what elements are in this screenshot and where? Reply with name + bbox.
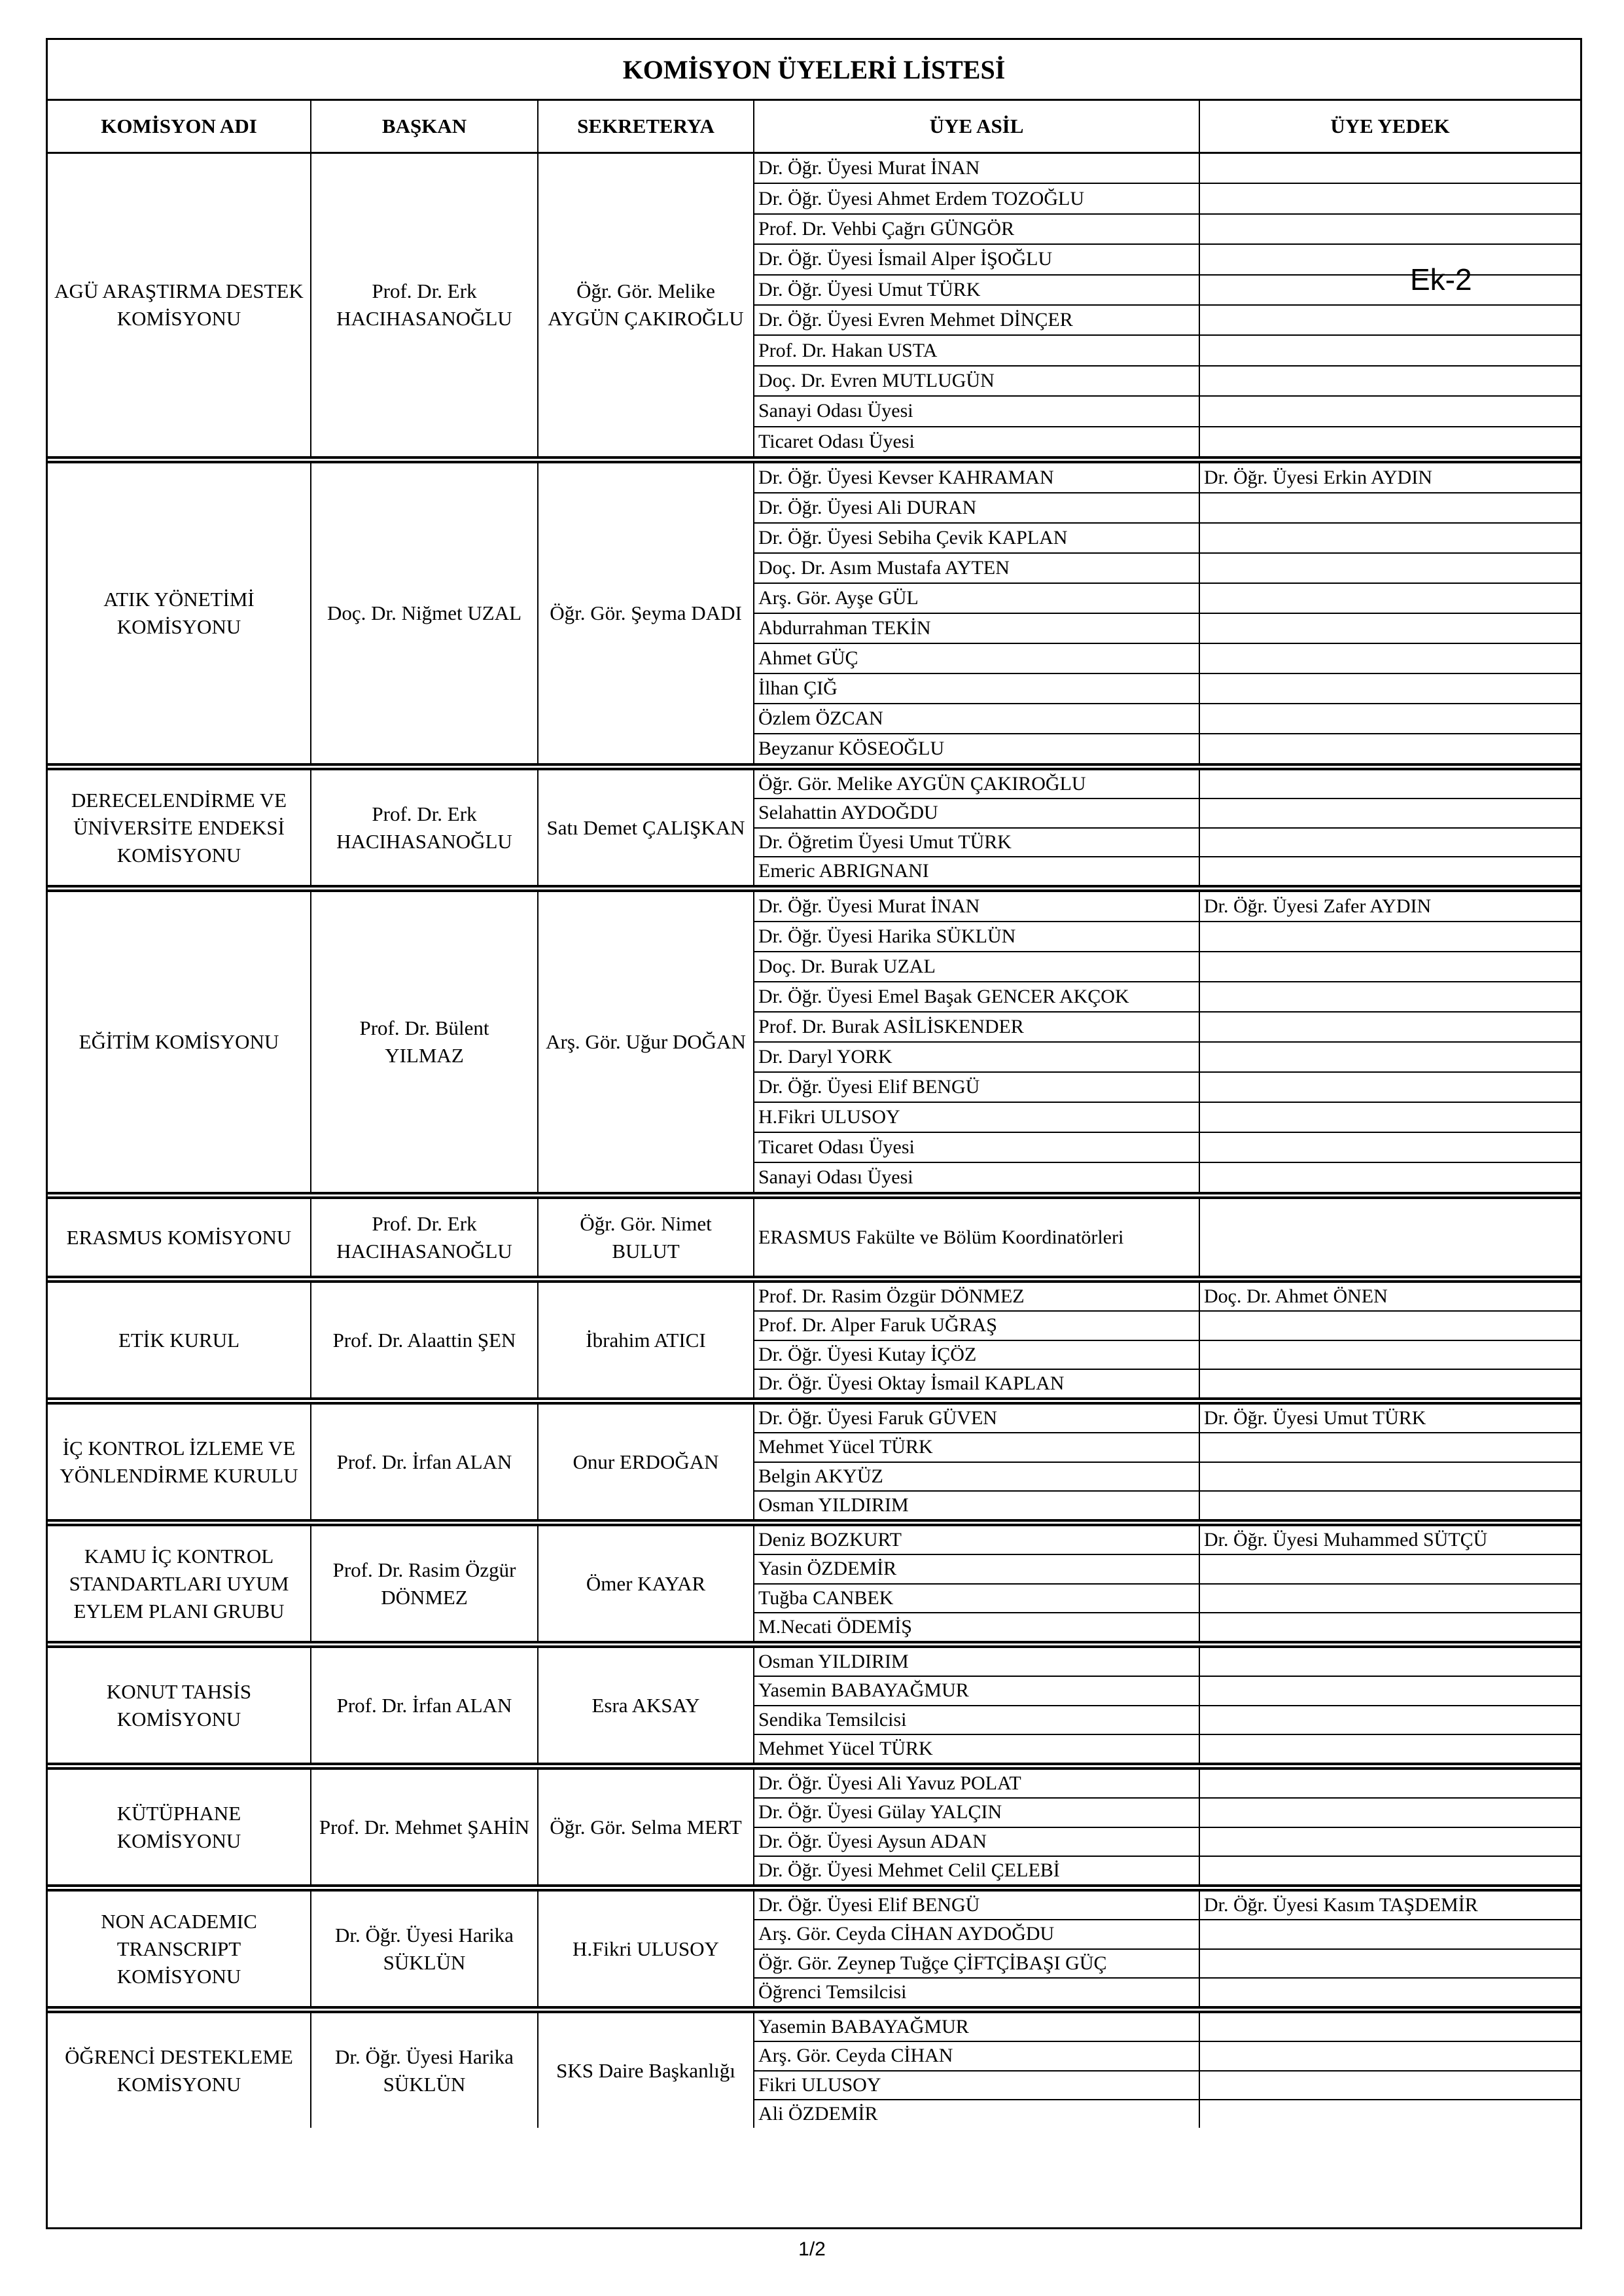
committee-secretary: SKS Daire Başkanlığı [538, 2013, 754, 2128]
principal-member: Abdurrahman TEKİN [754, 614, 1200, 643]
alternate-member [1200, 614, 1580, 643]
table-row [754, 2100, 1580, 2128]
table-row [754, 463, 1580, 493]
committee-chair: Prof. Dr. Alaattin ŞEN [311, 1283, 538, 1397]
principal-member: Dr. Daryl YORK [754, 1043, 1200, 1071]
committee-name: KÜTÜPHANE KOMİSYONU [48, 1770, 311, 1884]
committee-name: EĞİTİM KOMİSYONU [48, 892, 311, 1192]
table-row [754, 674, 1580, 704]
principal-member: Prof. Dr. Rasim Özgür DÖNMEZ [754, 1283, 1200, 1310]
principal-member: Öğr. Gör. Melike AYGÜN ÇAKIROĞLU [754, 770, 1200, 798]
alternate-member [1200, 1706, 1580, 1734]
committee-group [48, 885, 1580, 1192]
principal-member: Ticaret Odası Üyesi [754, 427, 1200, 456]
committee-secretary: H.Fikri ULUSOY [538, 1892, 754, 2006]
committee-chair: Dr. Öğr. Üyesi Harika SÜKLÜN [311, 1892, 538, 2006]
committee-secretary: İbrahim ATICI [538, 1283, 754, 1397]
annotation-ek2: Ek-2 [1410, 262, 1472, 296]
header-committee-name: KOMİSYON ADI [48, 101, 311, 152]
table-row [754, 306, 1580, 336]
committee-group [48, 1884, 1580, 2006]
principal-member: Prof. Dr. Vehbi Çağrı GÜNGÖR [754, 215, 1200, 243]
alternate-member [1200, 306, 1580, 334]
alternate-member [1200, 1463, 1580, 1490]
page-number: 1/2 [798, 2238, 826, 2260]
principal-member: Dr. Öğr. Üyesi Murat İNAN [754, 892, 1200, 921]
committee-chair: Prof. Dr. Rasim Özgür DÖNMEZ [311, 1526, 538, 1641]
alternate-member [1200, 1370, 1580, 1397]
alternate-member [1200, 1073, 1580, 1102]
table-row [754, 1920, 1580, 1949]
committee-name: ERASMUS KOMİSYONU [48, 1199, 311, 1276]
table-row [754, 1433, 1580, 1462]
principal-member: Sanayi Odası Üyesi [754, 1163, 1200, 1192]
table-row [754, 1555, 1580, 1584]
committee-group [48, 763, 1580, 885]
table-row [754, 215, 1580, 245]
alternate-member [1200, 1979, 1580, 2006]
committee-chair: Prof. Dr. Erk HACIHASANOĞLU [311, 770, 538, 885]
alternate-member [1200, 554, 1580, 583]
table-row [754, 554, 1580, 584]
committee-secretary: Onur ERDOĞAN [538, 1405, 754, 1519]
committee-secretary: Öğr. Gör. Melike AYGÜN ÇAKIROĞLU [538, 154, 754, 456]
committee-name: KAMU İÇ KONTROL STANDARTLARI UYUM EYLEM PLANI GRUBU [48, 1526, 311, 1641]
table-row [754, 982, 1580, 1013]
committee-secretary: Öğr. Gör. Nimet BULUT [538, 1199, 754, 1276]
committee-group [48, 456, 1580, 763]
principal-member: Yasemin BABAYAĞMUR [754, 1677, 1200, 1704]
table-row [754, 1013, 1580, 1043]
alternate-member [1200, 1043, 1580, 1071]
table-row [754, 2013, 1580, 2042]
table-row [754, 493, 1580, 524]
principal-member: Osman YILDIRIM [754, 1492, 1200, 1519]
header-alternate-members: ÜYE YEDEK [1330, 115, 1450, 137]
principal-member: Öğrenci Temsilcisi [754, 1979, 1200, 2006]
table-row [754, 1613, 1580, 1641]
principal-member: Sendika Temsilcisi [754, 1706, 1200, 1734]
alternate-member: Doç. Dr. Ahmet ÖNEN [1204, 1285, 1388, 1308]
alternate-member [1200, 1735, 1580, 1763]
committee-group [48, 2006, 1580, 2128]
alternate-member [1200, 276, 1580, 304]
committee-chair: Dr. Öğr. Üyesi Harika SÜKLÜN [311, 2013, 538, 2128]
table-row [754, 1405, 1580, 1433]
committee-group [48, 154, 1580, 456]
principal-member: Dr. Öğr. Üyesi Elif BENGÜ [754, 1892, 1200, 1919]
principal-member: Arş. Gör. Ayşe GÜL [754, 584, 1200, 613]
table-header [48, 101, 1580, 154]
table-row [754, 336, 1580, 366]
principal-member: Dr. Öğr. Üyesi Harika SÜKLÜN [754, 922, 1200, 951]
alternate-member [1200, 215, 1580, 243]
alternate-member [1200, 1433, 1580, 1461]
principal-member: ERASMUS Fakülte ve Bölüm Koordinatörleri [754, 1199, 1200, 1276]
header-chair: BAŞKAN [311, 101, 538, 152]
table-row [754, 1799, 1580, 1827]
principal-member: Dr. Öğr. Üyesi Oktay İsmail KAPLAN [754, 1370, 1200, 1397]
alternate-member [1200, 1857, 1580, 1884]
principal-member: Dr. Öğr. Üyesi Aysun ADAN [754, 1828, 1200, 1856]
alternate-member [1200, 1920, 1580, 1948]
principal-member: Dr. Öğr. Üyesi Emel Başak GENCER AKÇOK [754, 982, 1200, 1011]
principal-member: Dr. Öğr. Üyesi İsmail Alper İŞOĞLU [754, 245, 1200, 274]
member-rows [754, 1526, 1580, 1641]
alternate-member [1200, 1648, 1580, 1676]
alternate-member [1200, 1770, 1580, 1797]
table-row [754, 799, 1580, 828]
committee-name: NON ACADEMIC TRANSCRIPT KOMİSYONU [48, 1892, 311, 2006]
alternate-member: Dr. Öğr. Üyesi Zafer AYDIN [1204, 895, 1432, 917]
alternate-member [1200, 2042, 1580, 2070]
committee-chair: Prof. Dr. İrfan ALAN [311, 1405, 538, 1519]
alternate-member [1200, 952, 1580, 981]
table-row [754, 1463, 1580, 1492]
principal-member: Dr. Öğr. Üyesi Murat İNAN [754, 154, 1200, 183]
principal-member: Beyzanur KÖSEOĞLU [754, 734, 1200, 763]
alternate-member [1200, 799, 1580, 827]
table-row [754, 154, 1580, 184]
alternate-member [1200, 734, 1580, 763]
committee-chair: Doç. Dr. Niğmet UZAL [311, 463, 538, 763]
alternate-member [1200, 427, 1580, 456]
principal-member: Dr. Öğr. Üyesi Kutay İÇÖZ [754, 1341, 1200, 1369]
alternate-member [1200, 674, 1580, 703]
alternate-member [1200, 1312, 1580, 1339]
alternate-member [1200, 2072, 1580, 2099]
committee-chair: Prof. Dr. Mehmet ŞAHİN [311, 1770, 538, 1884]
principal-member: M.Necati ÖDEMİŞ [754, 1613, 1200, 1641]
alternate-member [1200, 1585, 1580, 1612]
principal-member: H.Fikri ULUSOY [754, 1103, 1200, 1132]
principal-member: Dr. Öğr. Üyesi Gülay YALÇIN [754, 1799, 1200, 1826]
principal-member: Ahmet GÜÇ [754, 644, 1200, 673]
table-row [754, 1043, 1580, 1073]
table-row [754, 1341, 1580, 1370]
alternate-member [1200, 829, 1580, 856]
principal-member: Deniz BOZKURT [754, 1526, 1200, 1554]
table-row [754, 1492, 1580, 1519]
alternate-member [1200, 154, 1580, 183]
table-row [754, 857, 1580, 885]
committee-secretary: Esra AKSAY [538, 1648, 754, 1763]
alternate-member [1200, 1677, 1580, 1704]
principal-member: Mehmet Yücel TÜRK [754, 1735, 1200, 1763]
table-row [754, 1828, 1580, 1857]
committee-secretary: Öğr. Gör. Şeyma DADI [538, 463, 754, 763]
alternate-member [1200, 1163, 1580, 1192]
member-rows [754, 1405, 1580, 1519]
alternate-member [1200, 2100, 1580, 2128]
table-row [754, 1677, 1580, 1706]
principal-member: Ticaret Odası Üyesi [754, 1133, 1200, 1162]
alternate-member [1200, 584, 1580, 613]
table-row [754, 614, 1580, 644]
principal-member: Doç. Dr. Evren MUTLUGÜN [754, 367, 1200, 395]
table-row [754, 704, 1580, 734]
member-rows [754, 1648, 1580, 1763]
table-row [754, 2042, 1580, 2071]
member-rows [754, 770, 1580, 885]
principal-member: Dr. Öğr. Üyesi Kevser KAHRAMAN [754, 463, 1200, 492]
table-row [754, 1526, 1580, 1555]
table-row [754, 1133, 1580, 1163]
alternate-member: Dr. Öğr. Üyesi Kasım TAŞDEMİR [1204, 1894, 1478, 1916]
alternate-member [1200, 1950, 1580, 1977]
alternate-member [1200, 644, 1580, 673]
member-rows [754, 1283, 1580, 1397]
principal-member: Öğr. Gör. Zeynep Tuğçe ÇİFTÇİBAŞI GÜÇ [754, 1950, 1200, 1977]
member-rows [754, 463, 1580, 763]
committee-secretary: Arş. Gör. Uğur DOĞAN [538, 892, 754, 1192]
principal-member: Yasin ÖZDEMİR [754, 1555, 1200, 1583]
member-rows [754, 1199, 1580, 1276]
alternate-member [1200, 1013, 1580, 1041]
alternate-member [1200, 493, 1580, 522]
table-row [754, 1770, 1580, 1799]
table-row [754, 2072, 1580, 2100]
committee-chair: Prof. Dr. Bülent YILMAZ [311, 892, 538, 1192]
committee-group [48, 1641, 1580, 1763]
principal-member: Fikri ULUSOY [754, 2072, 1200, 2099]
header-secretary: SEKRETERYA [538, 101, 754, 152]
table-row [754, 1283, 1580, 1312]
principal-member: Dr. Öğr. Üyesi Ahmet Erdem TOZOĞLU [754, 184, 1200, 213]
committee-chair: Prof. Dr. İrfan ALAN [311, 1648, 538, 1763]
committee-name: DERECELENDİRME VE ÜNİVERSİTE ENDEKSİ KOMİSYONU [48, 770, 311, 885]
alternate-member [1200, 1133, 1580, 1162]
principal-member: Doç. Dr. Asım Mustafa AYTEN [754, 554, 1200, 583]
table-row [754, 1163, 1580, 1192]
alternate-member [1200, 982, 1580, 1011]
page-title: KOMİSYON ÜYELERİ LİSTESİ [48, 40, 1580, 101]
committee-name: KONUT TAHSİS KOMİSYONU [48, 1648, 311, 1763]
principal-member: Osman YILDIRIM [754, 1648, 1200, 1676]
table-row [754, 1706, 1580, 1735]
principal-member: Ali ÖZDEMİR [754, 2100, 1200, 2128]
alternate-member [1200, 184, 1580, 213]
table-row [754, 770, 1580, 799]
alternate-member [1200, 1613, 1580, 1641]
table-row [754, 952, 1580, 982]
principal-member: Dr. Öğretim Üyesi Umut TÜRK [754, 829, 1200, 856]
alternate-member [1200, 1828, 1580, 1856]
table-row [754, 584, 1580, 614]
principal-member: Prof. Dr. Alper Faruk UĞRAŞ [754, 1312, 1200, 1339]
committee-table [46, 38, 1582, 2229]
principal-member: İlhan ÇIĞ [754, 674, 1200, 703]
principal-member: Yasemin BABAYAĞMUR [754, 2013, 1200, 2041]
table-row [754, 397, 1580, 427]
member-rows [754, 892, 1580, 1192]
committee-name: ATIK YÖNETİMİ KOMİSYONU [48, 463, 311, 763]
table-row [754, 1648, 1580, 1677]
table-row [754, 1103, 1580, 1133]
committee-group [48, 1519, 1580, 1641]
table-row [754, 1585, 1580, 1613]
table-row [754, 427, 1580, 456]
alternate-member [1200, 524, 1580, 552]
committee-name: İÇ KONTROL İZLEME VE YÖNLENDİRME KURULU [48, 1405, 311, 1519]
table-row [754, 184, 1580, 214]
alternate-member [1200, 245, 1580, 274]
member-rows [754, 154, 1580, 456]
principal-member: Dr. Öğr. Üyesi Faruk GÜVEN [754, 1405, 1200, 1432]
principal-member: Arş. Gör. Ceyda CİHAN AYDOĞDU [754, 1920, 1200, 1948]
committee-name: ÖĞRENCİ DESTEKLEME KOMİSYONU [48, 2013, 311, 2128]
alternate-member [1200, 397, 1580, 425]
committee-group [48, 1192, 1580, 1276]
principal-member: Prof. Dr. Hakan USTA [754, 336, 1200, 365]
table-row [754, 1950, 1580, 1979]
principal-member: Arş. Gör. Ceyda CİHAN [754, 2042, 1200, 2070]
principal-member: Tuğba CANBEK [754, 1585, 1200, 1612]
principal-member: Doç. Dr. Burak UZAL [754, 952, 1200, 981]
principal-member: Dr. Öğr. Üyesi Umut TÜRK [754, 276, 1200, 304]
table-row [754, 922, 1580, 952]
committee-secretary: Satı Demet ÇALIŞKAN [538, 770, 754, 885]
table-row [754, 1857, 1580, 1884]
alternate-member [1200, 1555, 1580, 1583]
alternate-member [1200, 704, 1580, 733]
principal-member: Belgin AKYÜZ [754, 1463, 1200, 1490]
committee-group [48, 1763, 1580, 1884]
alternate-member [1200, 1341, 1580, 1369]
table-row [754, 524, 1580, 554]
header-principal-members: ÜYE ASİL [754, 101, 1200, 152]
committee-secretary: Ömer KAYAR [538, 1526, 754, 1641]
alternate-member [1200, 857, 1580, 885]
alternate-member [1200, 367, 1580, 395]
principal-member: Selahattin AYDOĞDU [754, 799, 1200, 827]
principal-member: Sanayi Odası Üyesi [754, 397, 1200, 425]
table-row [754, 892, 1580, 922]
table-row [754, 367, 1580, 397]
committee-groups [48, 154, 1580, 2128]
table-row [754, 829, 1580, 857]
table-row [754, 1199, 1580, 1276]
committee-name: AGÜ ARAŞTIRMA DESTEK KOMİSYONU [48, 154, 311, 456]
table-row [754, 1073, 1580, 1103]
table-row [754, 1312, 1580, 1340]
table-row [754, 734, 1580, 763]
alternate-member [1200, 1199, 1580, 1276]
member-rows [754, 2013, 1580, 2128]
alternate-member: Dr. Öğr. Üyesi Umut TÜRK [1204, 1407, 1426, 1429]
table-row [754, 1735, 1580, 1763]
principal-member: Dr. Öğr. Üyesi Elif BENGÜ [754, 1073, 1200, 1102]
committee-chair: Prof. Dr. Erk HACIHASANOĞLU [311, 1199, 538, 1276]
table-row [754, 1979, 1580, 2006]
committee-group [48, 1276, 1580, 1397]
principal-member: Mehmet Yücel TÜRK [754, 1433, 1200, 1461]
committee-chair: Prof. Dr. Erk HACIHASANOĞLU [311, 154, 538, 456]
alternate-member [1200, 770, 1580, 798]
table-row [754, 644, 1580, 674]
table-row [754, 1892, 1580, 1920]
principal-member: Dr. Öğr. Üyesi Sebiha Çevik KAPLAN [754, 524, 1200, 552]
principal-member: Dr. Öğr. Üyesi Ali Yavuz POLAT [754, 1770, 1200, 1797]
member-rows [754, 1770, 1580, 1884]
alternate-member [1200, 2013, 1580, 2041]
principal-member: Prof. Dr. Burak ASİLİSKENDER [754, 1013, 1200, 1041]
committee-name: ETİK KURUL [48, 1283, 311, 1397]
alternate-member [1200, 336, 1580, 365]
table-row [754, 1370, 1580, 1397]
principal-member: Özlem ÖZCAN [754, 704, 1200, 733]
principal-member: Dr. Öğr. Üyesi Ali DURAN [754, 493, 1200, 522]
alternate-member [1200, 1103, 1580, 1132]
alternate-member [1200, 1799, 1580, 1826]
alternate-member [1200, 1492, 1580, 1519]
alternate-member: Dr. Öğr. Üyesi Erkin AYDIN [1204, 467, 1432, 488]
principal-member: Dr. Öğr. Üyesi Mehmet Celil ÇELEBİ [754, 1857, 1200, 1884]
member-rows [754, 1892, 1580, 2006]
principal-member: Dr. Öğr. Üyesi Evren Mehmet DİNÇER [754, 306, 1200, 334]
committee-group [48, 1397, 1580, 1519]
principal-member: Emeric ABRIGNANI [754, 857, 1200, 885]
alternate-member: Dr. Öğr. Üyesi Muhammed SÜTÇÜ [1204, 1529, 1488, 1551]
alternate-member [1200, 922, 1580, 951]
committee-secretary: Öğr. Gör. Selma MERT [538, 1770, 754, 1884]
